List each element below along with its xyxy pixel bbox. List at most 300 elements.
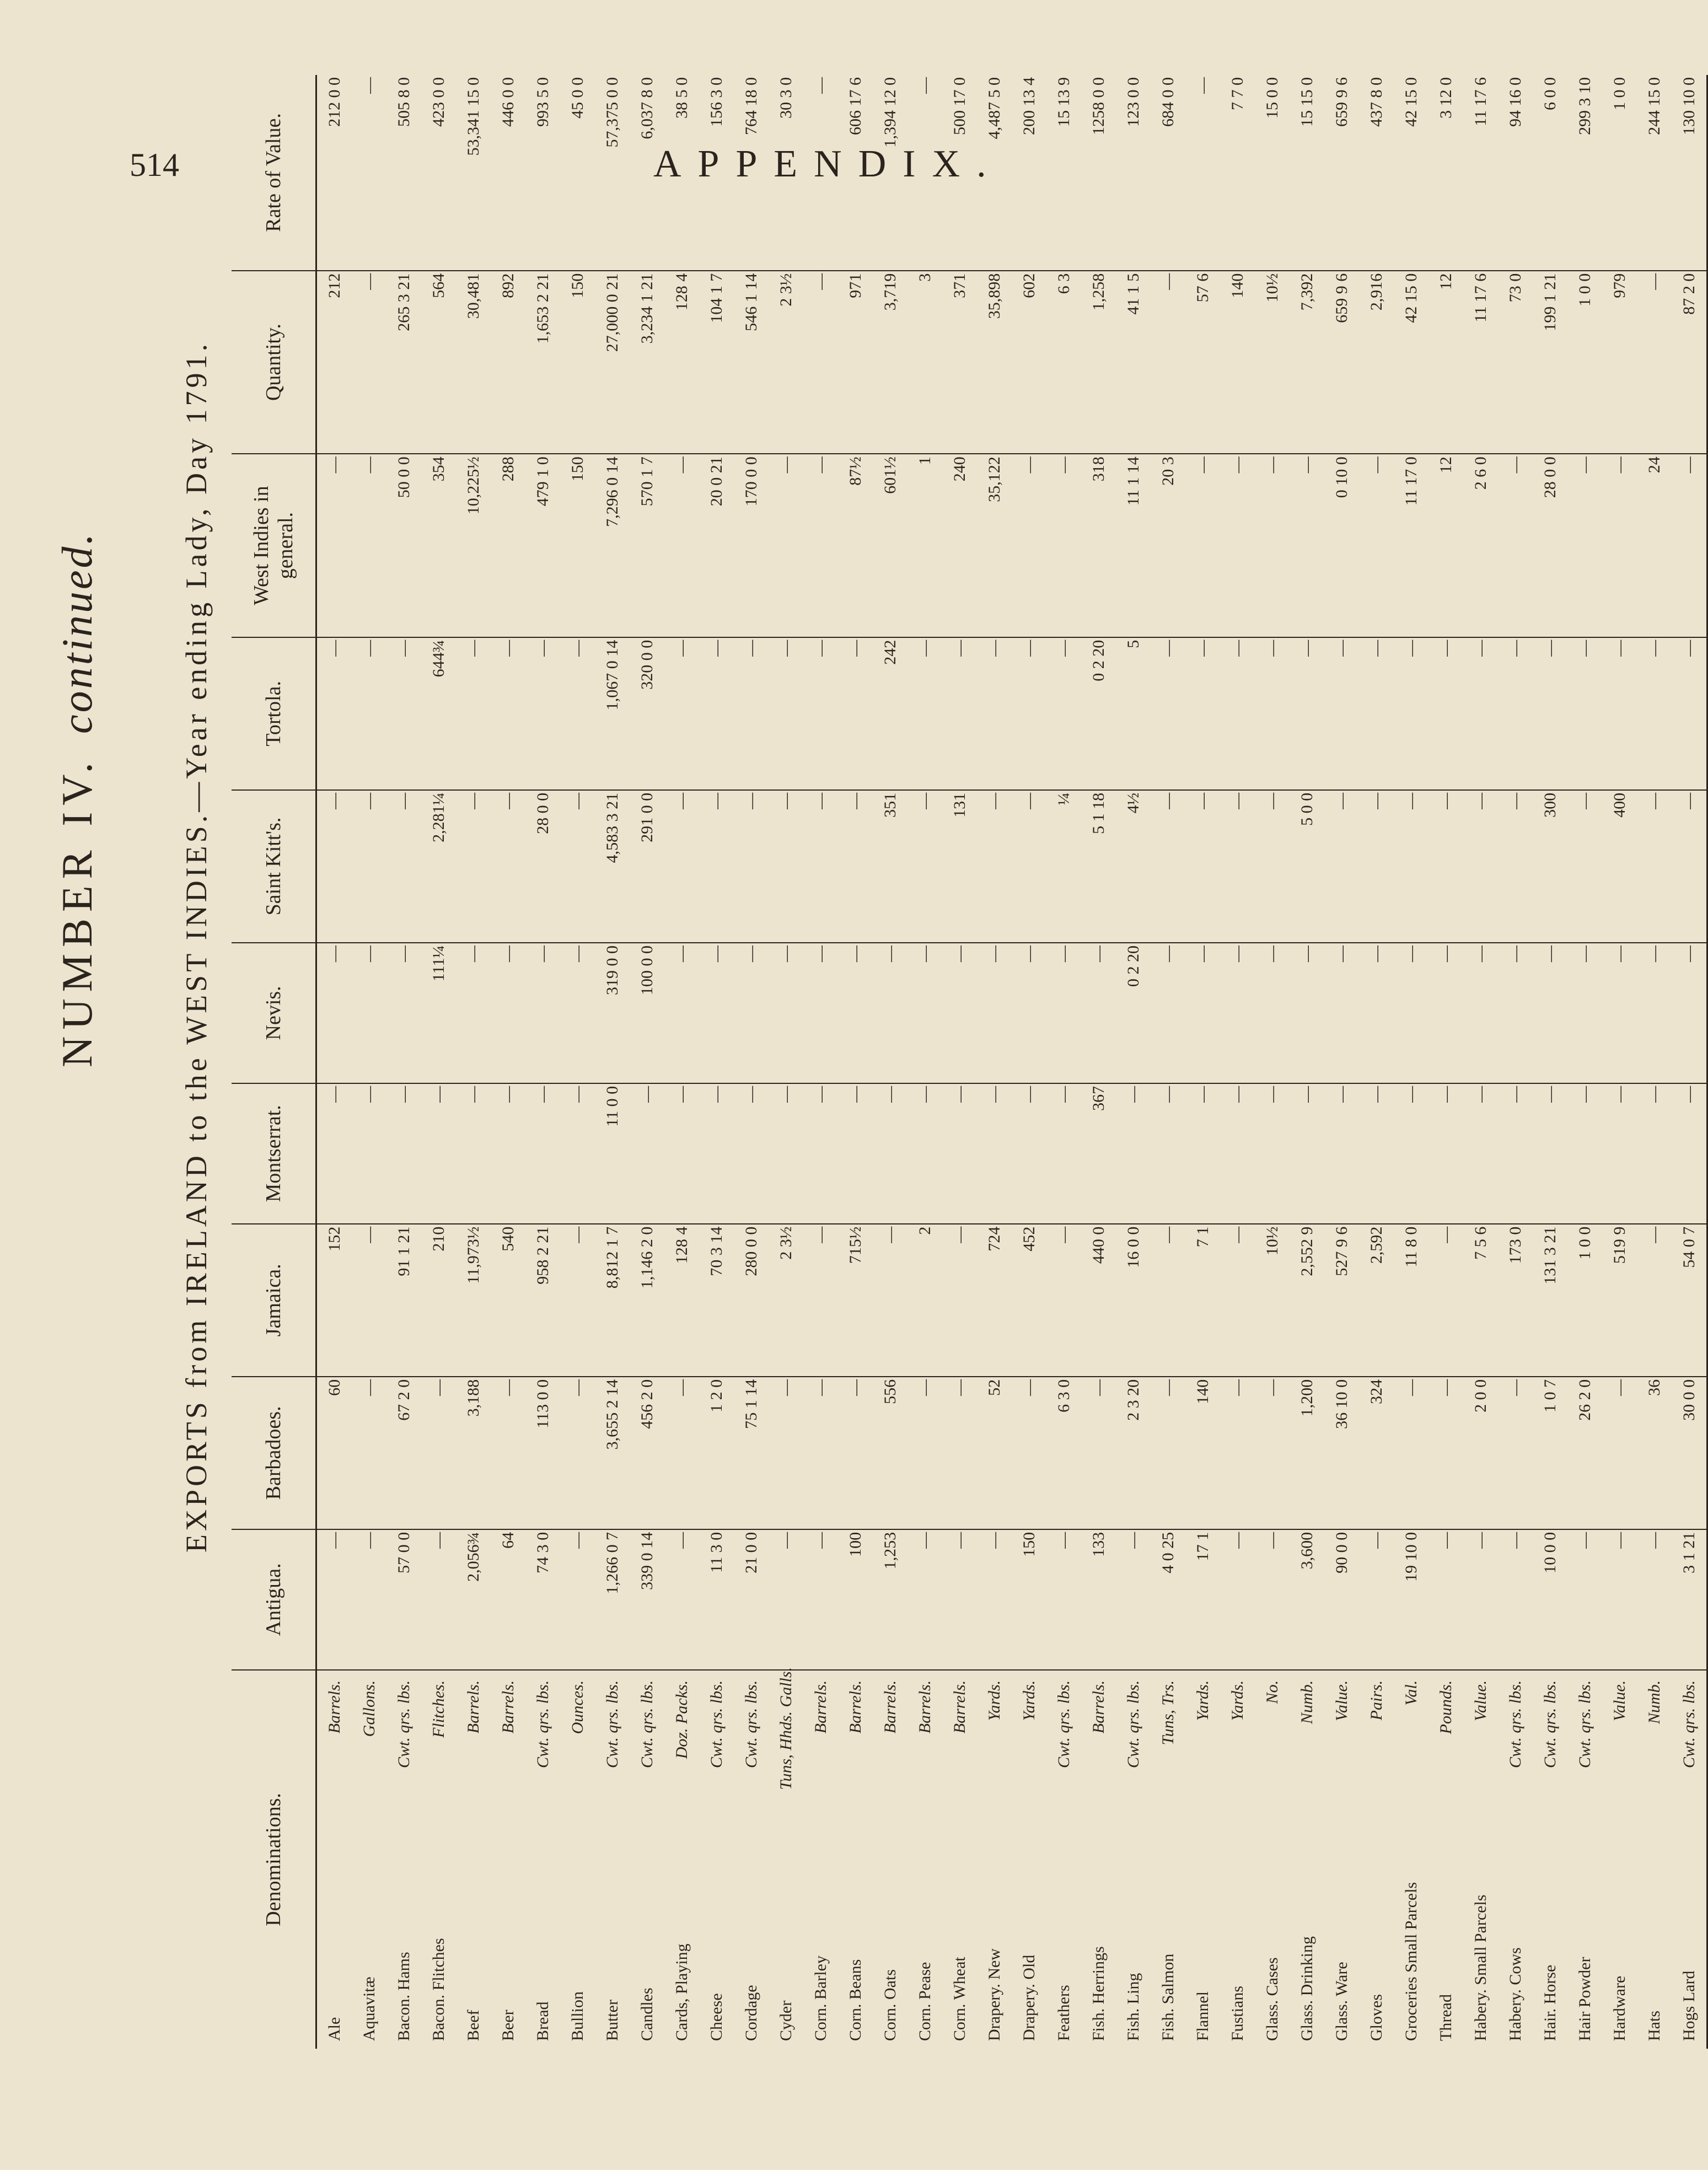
value-cell: 2,916	[1359, 271, 1394, 454]
value-cell: —	[352, 943, 386, 1083]
value-cell: —	[1185, 454, 1220, 637]
value-cell: —	[352, 790, 386, 943]
table-row	[1255, 75, 1290, 2049]
value-cell: 26 2 0	[1567, 1377, 1602, 1529]
value-cell: —	[803, 1529, 838, 1670]
value-cell: 6,037 8 0	[630, 75, 664, 271]
value-cell: —	[977, 637, 1012, 790]
denomination-cell: Butter	[603, 2000, 621, 2041]
value-cell: —	[1602, 943, 1637, 1083]
denomination-cell: Bacon. Flitches	[429, 1938, 448, 2041]
value-cell: 53,341 15 0	[456, 75, 491, 271]
value-cell: 140	[1185, 1377, 1220, 1529]
value-cell: 152	[316, 1224, 352, 1377]
value-cell: —	[1151, 1083, 1185, 1224]
value-cell: —	[560, 943, 595, 1083]
value-cell: 440 0	[1081, 1224, 1116, 1377]
value-cell: 150	[560, 271, 595, 454]
value-cell: —	[1359, 637, 1394, 790]
value-cell: 7 7 0	[1220, 75, 1255, 271]
value-cell: 30 0 0	[1672, 1377, 1707, 1529]
value-cell: —	[769, 1529, 803, 1670]
denomination-cell: Hair Powder	[1575, 1957, 1594, 2041]
value-cell: —	[1185, 790, 1220, 943]
table-container	[232, 75, 1708, 2049]
value-cell: 36 10 0	[1324, 1377, 1359, 1529]
value-cell: —	[873, 943, 907, 1083]
value-cell: 19 10 0	[1394, 1529, 1428, 1670]
unit-cell: Value.	[1471, 1680, 1490, 1721]
table-row	[456, 75, 491, 2049]
unit-cell: Cwt. qrs. lbs.	[1540, 1680, 1559, 1769]
value-cell: 4,583 3 21	[595, 790, 630, 943]
value-cell: —	[803, 454, 838, 637]
unit-cell: Barrels.	[950, 1680, 969, 1734]
value-cell: —	[491, 1083, 525, 1224]
value-cell: —	[838, 637, 873, 790]
table-row	[316, 75, 352, 2049]
denomination-cell: Gloves	[1367, 1994, 1385, 2041]
unit-cell: Value.	[1332, 1680, 1351, 1721]
value-cell: —	[1012, 790, 1046, 943]
value-cell: —	[1012, 637, 1046, 790]
value-cell: 11 17 6	[1463, 271, 1498, 454]
value-cell: 371	[942, 271, 977, 454]
value-cell: —	[769, 637, 803, 790]
table-row	[1012, 75, 1046, 2049]
unit-cell: Yards.	[1019, 1680, 1038, 1721]
table-row	[630, 75, 664, 2049]
value-cell: —	[316, 637, 352, 790]
value-cell: 7 5 6	[1463, 1224, 1498, 1377]
table-row	[560, 75, 595, 2049]
section-continued: continued.	[53, 531, 101, 734]
unit-cell: Cwt. qrs. lbs.	[742, 1680, 760, 1769]
value-cell: —	[1637, 1083, 1672, 1224]
value-cell: 212	[316, 271, 352, 454]
value-cell: —	[664, 790, 699, 943]
value-cell: 42 15 0	[1394, 75, 1428, 271]
value-cell: 3 12 0	[1428, 75, 1463, 271]
value-cell: 6 3 0	[1046, 1377, 1081, 1529]
value-cell: 11,973½	[456, 1224, 491, 1377]
unit-cell: Tuns, Trs.	[1158, 1680, 1177, 1745]
denomination-cell: Fish. Herrings	[1089, 1946, 1108, 2041]
value-cell: 2,552 9	[1290, 1224, 1324, 1377]
value-cell: 265 3 21	[386, 271, 421, 454]
value-cell: —	[803, 943, 838, 1083]
value-cell: —	[1463, 943, 1498, 1083]
value-cell: 1258 0 0	[1081, 75, 1116, 271]
value-cell: —	[560, 637, 595, 790]
value-cell: 979	[1602, 271, 1637, 454]
value-cell: —	[352, 1224, 386, 1377]
value-cell: —	[699, 637, 734, 790]
value-cell: 54 0 7	[1672, 1224, 1707, 1377]
table-row	[1290, 75, 1324, 2049]
value-cell: —	[734, 1083, 769, 1224]
value-cell: —	[525, 637, 560, 790]
value-cell: —	[942, 943, 977, 1083]
unit-cell: Tuns, Hhds. Galls.	[776, 1667, 795, 1790]
value-cell: 131	[942, 790, 977, 943]
value-cell: —	[942, 1224, 977, 1377]
value-cell: 11 3 0	[699, 1529, 734, 1670]
value-cell: 2 3 20	[1116, 1377, 1151, 1529]
value-cell: —	[1012, 943, 1046, 1083]
value-cell: —	[456, 790, 491, 943]
table-row	[699, 75, 734, 2049]
value-cell: —	[1324, 637, 1359, 790]
value-cell: —	[1255, 1529, 1290, 1670]
value-cell: —	[1567, 1083, 1602, 1224]
value-cell: —	[1602, 1529, 1637, 1670]
value-cell: —	[1359, 454, 1394, 637]
value-cell: —	[873, 1224, 907, 1377]
denomination-cell: Drapery. New	[985, 1948, 1003, 2041]
section-number: NUMBER IV.	[53, 756, 101, 1067]
value-cell: 200 13 4	[1012, 75, 1046, 271]
value-cell: —	[769, 943, 803, 1083]
value-cell: 606 17 6	[838, 75, 873, 271]
value-cell: 17 1	[1185, 1529, 1220, 1670]
value-cell: —	[907, 75, 942, 271]
value-cell: —	[803, 75, 838, 271]
value-cell: —	[664, 637, 699, 790]
denomination-cell: Cyder	[776, 2000, 795, 2041]
value-cell: 38 5 0	[664, 75, 699, 271]
denomination-cell: Thread	[1436, 1994, 1455, 2041]
value-cell: 30,481	[456, 271, 491, 454]
denomination-cell: Ale	[325, 2017, 343, 2041]
value-cell: —	[1602, 637, 1637, 790]
value-cell: 1,253	[873, 1529, 907, 1670]
value-cell: —	[1220, 454, 1255, 637]
value-cell: —	[491, 943, 525, 1083]
value-cell: 3 1 21	[1672, 1529, 1707, 1670]
value-cell: —	[1637, 943, 1672, 1083]
value-cell: 100 0 0	[630, 943, 664, 1083]
denomination-cell: Aquavitæ	[359, 1976, 378, 2041]
value-cell: 318	[1081, 454, 1116, 637]
value-cell: 479 1 0	[525, 454, 560, 637]
value-cell: 500 17 0	[942, 75, 977, 271]
value-cell: —	[1359, 943, 1394, 1083]
value-cell: —	[1463, 790, 1498, 943]
table-row	[838, 75, 873, 2049]
unit-cell: Cwt. qrs. lbs.	[603, 1680, 621, 1769]
denomination-cell: Corn. Oats	[880, 1969, 899, 2041]
value-cell: —	[1151, 790, 1185, 943]
value-cell: —	[1428, 1224, 1463, 1377]
unit-cell: Barrels.	[464, 1680, 482, 1734]
value-cell: —	[1290, 1083, 1324, 1224]
value-cell: —	[769, 1083, 803, 1224]
unit-cell: Barrels.	[325, 1680, 343, 1734]
unit-cell: Pounds.	[1436, 1680, 1455, 1734]
value-cell: 11 1 14	[1116, 454, 1151, 637]
denomination-cell: Corn. Wheat	[950, 1957, 969, 2041]
value-cell: 10½	[1255, 1224, 1290, 1377]
value-cell: —	[977, 1083, 1012, 1224]
denomination-cell: Drapery. Old	[1019, 1954, 1038, 2041]
value-cell: —	[942, 1529, 977, 1670]
unit-cell: Yards.	[1193, 1680, 1212, 1721]
column-header: Rate of Value.	[232, 75, 316, 271]
value-cell: 1	[907, 454, 942, 637]
value-cell: 27,000 0 21	[595, 271, 630, 454]
value-cell: —	[1185, 943, 1220, 1083]
table-row	[1081, 75, 1116, 2049]
value-cell: —	[1637, 271, 1672, 454]
value-cell: ¼	[1046, 790, 1081, 943]
value-cell: —	[1012, 1083, 1046, 1224]
value-cell: —	[1637, 1224, 1672, 1377]
value-cell: 131 3 21	[1533, 1224, 1567, 1377]
value-cell: —	[769, 1377, 803, 1529]
value-cell: —	[1116, 1083, 1151, 1224]
column-header: Saint Kitt's.	[232, 790, 316, 943]
value-cell: 1 0 0	[1602, 75, 1637, 271]
value-cell: —	[1672, 454, 1707, 637]
value-cell: 4½	[1116, 790, 1151, 943]
value-cell: —	[1567, 943, 1602, 1083]
value-cell: —	[525, 1083, 560, 1224]
value-cell: —	[1324, 1083, 1359, 1224]
value-cell: 173 0	[1498, 1224, 1533, 1377]
unit-cell: Ounces.	[568, 1680, 587, 1734]
value-cell: —	[1567, 637, 1602, 790]
value-cell: —	[1602, 1377, 1637, 1529]
value-cell: 1,067 0 14	[595, 637, 630, 790]
value-cell: 75 1 14	[734, 1377, 769, 1529]
value-cell: —	[352, 75, 386, 271]
value-cell: 113 0 0	[525, 1377, 560, 1529]
value-cell: 5 1 18	[1081, 790, 1116, 943]
denomination-cell: Bullion	[568, 1991, 587, 2041]
value-cell: 210	[421, 1224, 456, 1377]
table-row	[664, 75, 699, 2049]
value-cell: —	[1533, 1083, 1567, 1224]
value-cell: —	[1498, 790, 1533, 943]
value-cell: —	[838, 1377, 873, 1529]
value-cell: —	[421, 1083, 456, 1224]
value-cell: 128 4	[664, 1224, 699, 1377]
value-cell: 90 0 0	[1324, 1529, 1359, 1670]
value-cell: —	[977, 943, 1012, 1083]
unit-cell: Yards.	[985, 1680, 1003, 1721]
value-cell: 24	[1637, 454, 1672, 637]
value-cell: 45 0 0	[560, 75, 595, 271]
value-cell: —	[769, 454, 803, 637]
value-cell: 212 0 0	[316, 75, 352, 271]
value-cell: —	[456, 1083, 491, 1224]
table-row	[1463, 75, 1498, 2049]
value-cell: 3,188	[456, 1377, 491, 1529]
table-row	[1046, 75, 1081, 2049]
value-cell: 2,281¼	[421, 790, 456, 943]
value-cell: 1,266 0 7	[595, 1529, 630, 1670]
value-cell: 2,056¾	[456, 1529, 491, 1670]
value-cell: —	[386, 637, 421, 790]
value-cell: 12	[1428, 454, 1463, 637]
value-cell: —	[352, 637, 386, 790]
value-cell: 2 3½	[769, 1224, 803, 1377]
denomination-cell: Hats	[1645, 2011, 1663, 2041]
value-cell: 320 0 0	[630, 637, 664, 790]
table-row	[1220, 75, 1255, 2049]
unit-cell: Barrels.	[1089, 1680, 1108, 1734]
value-cell: —	[1637, 1529, 1672, 1670]
value-cell: —	[491, 790, 525, 943]
value-cell: —	[1428, 1529, 1463, 1670]
value-cell: 28 0 0	[525, 790, 560, 943]
value-cell: 57 0 0	[386, 1529, 421, 1670]
value-cell: 91 1 21	[386, 1224, 421, 1377]
section-title	[52, 531, 102, 1067]
exports-table	[232, 75, 1708, 2049]
unit-cell: Cwt. qrs. lbs.	[394, 1680, 413, 1769]
value-cell: —	[907, 637, 942, 790]
value-cell: 4,487 5 0	[977, 75, 1012, 271]
unit-cell: Value.	[1610, 1680, 1629, 1721]
value-cell: 400	[1602, 790, 1637, 943]
value-cell: 87 2 0	[1672, 271, 1707, 454]
value-cell: 367	[1081, 1083, 1116, 1224]
value-cell: 892	[491, 271, 525, 454]
value-cell: —	[664, 943, 699, 1083]
value-cell: 2 6 0	[1463, 454, 1498, 637]
value-cell: 199 1 21	[1533, 271, 1567, 454]
value-cell: —	[1185, 637, 1220, 790]
value-cell: —	[1672, 943, 1707, 1083]
table-row	[907, 75, 942, 2049]
value-cell: —	[1220, 1224, 1255, 1377]
value-cell: —	[1394, 943, 1428, 1083]
unit-cell: Barrels.	[880, 1680, 899, 1734]
value-cell: —	[1463, 1083, 1498, 1224]
value-cell: —	[838, 790, 873, 943]
column-header: Nevis.	[232, 943, 316, 1083]
value-cell: —	[803, 271, 838, 454]
value-cell: 3,234 1 21	[630, 271, 664, 454]
value-cell: —	[942, 1083, 977, 1224]
value-cell: —	[1116, 1529, 1151, 1670]
value-cell: 15 15 0	[1290, 75, 1324, 271]
unit-cell: Numb.	[1297, 1680, 1316, 1724]
value-cell: 10½	[1255, 271, 1290, 454]
value-cell: 659 9 6	[1324, 271, 1359, 454]
value-cell: —	[560, 1377, 595, 1529]
value-cell: 570 1 7	[630, 454, 664, 637]
value-cell: —	[907, 1529, 942, 1670]
value-cell: —	[1359, 1529, 1394, 1670]
value-cell: 150	[1012, 1529, 1046, 1670]
running-head: APPENDIX.	[653, 143, 1003, 185]
value-cell: —	[699, 790, 734, 943]
value-cell: —	[1220, 637, 1255, 790]
value-cell: —	[1637, 790, 1672, 943]
value-cell: —	[1602, 1083, 1637, 1224]
value-cell: 7,392	[1290, 271, 1324, 454]
value-cell: 6 0 0	[1533, 75, 1567, 271]
value-cell: —	[491, 637, 525, 790]
denomination-cell: Glass. Drinking	[1297, 1936, 1316, 2041]
value-cell: 11 17 6	[1463, 75, 1498, 271]
table-row	[491, 75, 525, 2049]
value-cell: —	[769, 790, 803, 943]
value-cell: —	[664, 1377, 699, 1529]
value-cell: —	[1498, 637, 1533, 790]
value-cell: 50 0 0	[386, 454, 421, 637]
value-cell: 1,394 12 0	[873, 75, 907, 271]
value-cell: 1 0 0	[1567, 1224, 1602, 1377]
value-cell: 4 0 25	[1151, 1529, 1185, 1670]
denomination-cell: Feathers	[1054, 1985, 1073, 2041]
value-cell: 556	[873, 1377, 907, 1529]
value-cell: 299 3 10	[1567, 75, 1602, 271]
value-cell: —	[734, 943, 769, 1083]
value-cell: —	[734, 637, 769, 790]
value-cell: —	[1012, 454, 1046, 637]
value-cell: —	[1463, 1529, 1498, 1670]
value-cell: —	[1498, 1377, 1533, 1529]
value-cell: —	[1012, 1377, 1046, 1529]
value-cell: 35,898	[977, 271, 1012, 454]
value-cell: 300	[1533, 790, 1567, 943]
value-cell: 659 9 6	[1324, 75, 1359, 271]
value-cell: 2 3½	[769, 271, 803, 454]
value-cell: —	[977, 790, 1012, 943]
value-cell: —	[1533, 637, 1567, 790]
table-row	[1359, 75, 1394, 2049]
denomination-cell: Corn. Pease	[915, 1962, 934, 2041]
value-cell: 456 2 0	[630, 1377, 664, 1529]
value-cell: 3,719	[873, 271, 907, 454]
denomination-cell: Beer	[498, 2010, 517, 2041]
denomination-cell: Cordage	[742, 1985, 760, 2041]
value-cell: 104 1 7	[699, 271, 734, 454]
unit-cell: Barrels.	[846, 1680, 864, 1734]
value-cell: —	[1428, 1083, 1463, 1224]
value-cell: —	[1255, 1377, 1290, 1529]
value-cell: 319 0 0	[595, 943, 630, 1083]
value-cell: —	[907, 1083, 942, 1224]
value-cell: —	[1220, 943, 1255, 1083]
value-cell: —	[803, 637, 838, 790]
value-cell: —	[1498, 1529, 1533, 1670]
value-cell: 324	[1359, 1377, 1394, 1529]
value-cell: —	[907, 1377, 942, 1529]
value-cell: 2,592	[1359, 1224, 1394, 1377]
table-row	[1394, 75, 1428, 2049]
table-row	[1151, 75, 1185, 2049]
value-cell: 527 9 6	[1324, 1224, 1359, 1377]
value-cell: —	[1463, 637, 1498, 790]
value-cell: 10 0 0	[1533, 1529, 1567, 1670]
value-cell: —	[1255, 637, 1290, 790]
value-cell: 52	[977, 1377, 1012, 1529]
value-cell: —	[316, 454, 352, 637]
value-cell: 644¾	[421, 637, 456, 790]
denomination-cell: Corn. Beans	[846, 1959, 864, 2041]
value-cell: 0 2 20	[1081, 637, 1116, 790]
value-cell: —	[803, 1224, 838, 1377]
value-cell: —	[491, 1377, 525, 1529]
value-cell: 57,375 0 0	[595, 75, 630, 271]
value-cell: 170 0 0	[734, 454, 769, 637]
value-cell: 240	[942, 454, 977, 637]
